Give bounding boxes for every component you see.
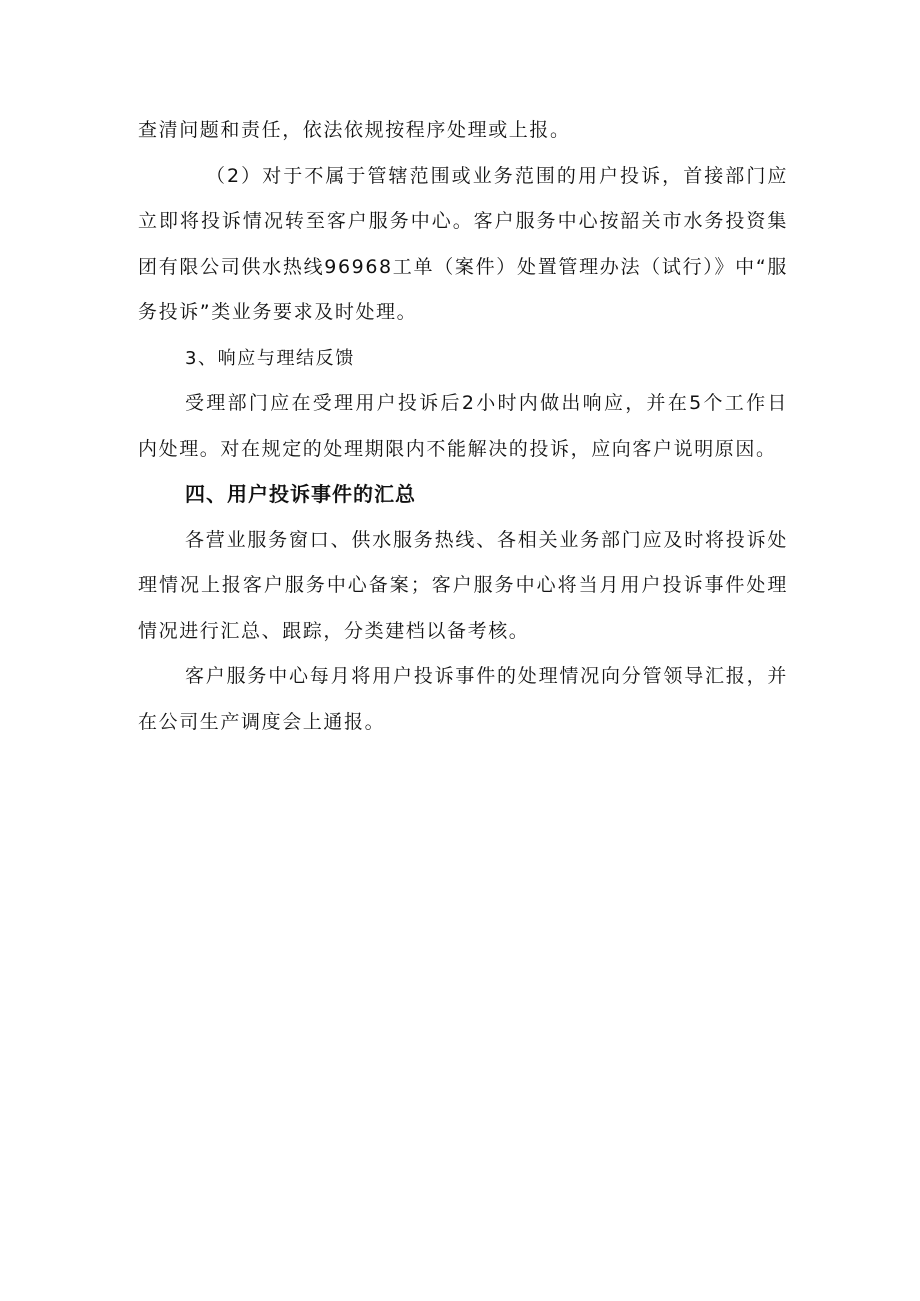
paragraph-summary-reporting: 各营业服务窗口、供水服务热线、各相关业务部门应及时将投诉处理情况上报客户服务中心备案；客户服务中心将当月用户投诉事件处理情况进行汇总、跟踪，分类建档以备考核。 [138,528,788,642]
document-body [138,108,788,745]
paragraph-out-of-scope-complaints: （2）对于不属于管辖范围或业务范围的用户投诉，首接部门应立即将投诉情况转至客户服务中心。客户服务中心按韶关市水务投资集团有限公司供水热线96968工单（案件）处置管理办法（试行）》中“服务投诉”类业务要求及时处理。 [138,164,788,323]
paragraph-monthly-report: 客户服务中心每月将用户投诉事件的处理情况向分管领导汇报，并在公司生产调度会上通报。 [138,665,788,733]
subheading-response-feedback: 3、响应与理结反馈 [185,347,355,369]
paragraph-response-time: 受理部门应在受理用户投诉后2小时内做出响应，并在5个工作日内处理。对在规定的处理期限内不能解决的投诉，应向客户说明原因。 [138,392,788,460]
paragraph-continuation: 查清问题和责任，依法依规按程序处理或上报。 [138,119,571,141]
section-heading-complaint-summary: 四、用户投诉事件的汇总 [185,482,416,506]
